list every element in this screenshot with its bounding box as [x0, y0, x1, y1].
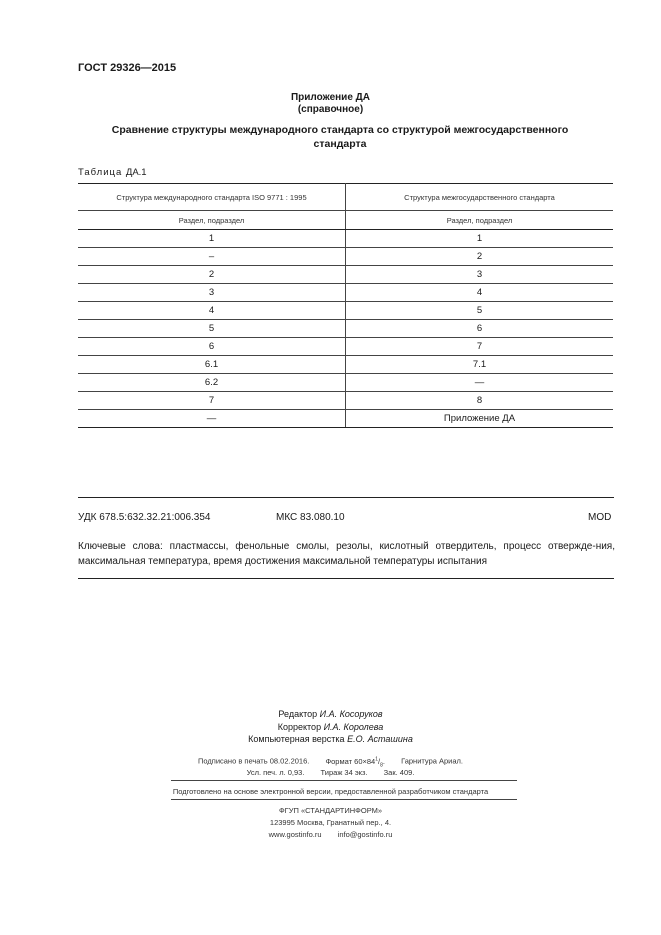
table-row: [78, 284, 613, 302]
annex-heading-line-1: Сравнение структуры международного стандарта со структурой межгосударственного: [111, 124, 569, 136]
publisher-website[interactable]: www.gostinfo.ru: [268, 830, 322, 839]
table-row: [78, 248, 613, 266]
table-cell-left: 5: [78, 320, 346, 338]
signed-date: Подписано в печать 08.02.2016.: [197, 756, 310, 766]
imprint-divider: [171, 780, 517, 781]
corrector-label: Корректор: [277, 722, 322, 732]
divider-bottom: [78, 578, 614, 579]
table-subheader-row: [78, 211, 613, 230]
print-copies: Тираж 34 экз.: [320, 768, 368, 777]
table-cell-right: 7.1: [346, 356, 614, 374]
table-caption-prefix: Таблица: [78, 167, 123, 178]
imprint-line-1: [0, 756, 661, 768]
annex-title: Приложение ДА: [290, 92, 371, 103]
font-info: Гарнитура Ариал.: [401, 756, 463, 766]
table-cell-left: 2: [78, 266, 346, 284]
prepared-note: Подготовлено на основе электронной версии, предоставленной разработчиком стандарта: [172, 787, 489, 796]
table-cell-right: 6: [346, 320, 614, 338]
table-cell-right: —: [346, 374, 614, 392]
document-code: ГОСТ 29326—2015: [78, 62, 177, 74]
layout-name: Е.О. Асташина: [347, 734, 413, 744]
table-row: [78, 338, 613, 356]
udk-code: УДК 678.5:632.32.21:006.354: [78, 512, 211, 523]
table-cell-right: 3: [346, 266, 614, 284]
table-cell-right: Приложение ДА: [346, 410, 614, 428]
table-cell-left: 6: [78, 338, 346, 356]
table-cell-left: 6.1: [78, 356, 346, 374]
table-row: [78, 302, 613, 320]
mod-label: MOD: [588, 512, 612, 523]
table-header-row: [78, 184, 613, 211]
table-cell-left: 4: [78, 302, 346, 320]
table-cell-right: 4: [346, 284, 614, 302]
table-cell-right: 8: [346, 392, 614, 410]
table-row: [78, 374, 613, 392]
table-row: [78, 410, 613, 428]
table-subheader-left: Раздел, подраздел: [78, 211, 346, 230]
editor-label: Редактор: [278, 709, 318, 719]
table-header-right: Структура межгосударственного стандарта: [346, 184, 614, 211]
table-row: [78, 392, 613, 410]
table-cell-left: 6.2: [78, 374, 346, 392]
editor-name: И.А. Косоруков: [319, 709, 383, 719]
imprint-line-2: [0, 768, 661, 777]
publisher-email[interactable]: info@gostinfo.ru: [337, 830, 393, 839]
divider-top: [78, 497, 614, 498]
publisher-contacts: [0, 830, 661, 839]
correspondence-table: [78, 183, 613, 428]
publisher-name: ФГУП «СТАНДАРТИНФОРМ»: [278, 806, 383, 815]
table-cell-left: 3: [78, 284, 346, 302]
layout-label: Компьютерная верстка: [248, 734, 345, 744]
format: Формат $60\times 84^1/_8$.: [325, 756, 385, 768]
annex-heading-line-2: стандарта: [313, 138, 367, 150]
editor-line: [0, 709, 661, 719]
table-subheader-right: Раздел, подраздел: [346, 211, 614, 230]
table-caption: [78, 167, 147, 178]
table-row: [78, 320, 613, 338]
table-cell-left: 1: [78, 230, 346, 248]
table-cell-right: 1: [346, 230, 614, 248]
publisher-divider: [171, 799, 517, 800]
annex-heading: [90, 123, 590, 151]
table-cell-left: 7: [78, 392, 346, 410]
order-number: Зак. 409.: [383, 768, 415, 777]
table-cell-left: —: [78, 410, 346, 428]
table-cell-right: 2: [346, 248, 614, 266]
corrector-line: [0, 722, 661, 732]
table-header-left: Структура международного стандарта ISO 9771 : 1995: [78, 184, 346, 211]
publisher-address: 123995 Москва, Гранатный пер., 4.: [269, 818, 392, 827]
table-cell-right: 7: [346, 338, 614, 356]
table-cell-left: –: [78, 248, 346, 266]
table-cell-right: 5: [346, 302, 614, 320]
table-row: [78, 356, 613, 374]
corrector-name: И.А. Королева: [323, 722, 384, 732]
table-row: [78, 266, 613, 284]
print-sheets: Усл. печ. л. 0,93.: [246, 768, 305, 777]
keywords: Ключевые слова: пластмассы, фенольные смолы, резолы, кислотный отвердитель, процесс отвержде-ния, максимальная температура, время достижения максимальной температуры испытания: [78, 541, 615, 567]
annex-subtitle: (справочное): [297, 104, 364, 115]
mks-code: МКС 83.080.10: [276, 512, 345, 523]
layout-line: [0, 734, 661, 744]
table-row: [78, 230, 613, 248]
table-caption-number: ДА.1: [125, 167, 147, 178]
